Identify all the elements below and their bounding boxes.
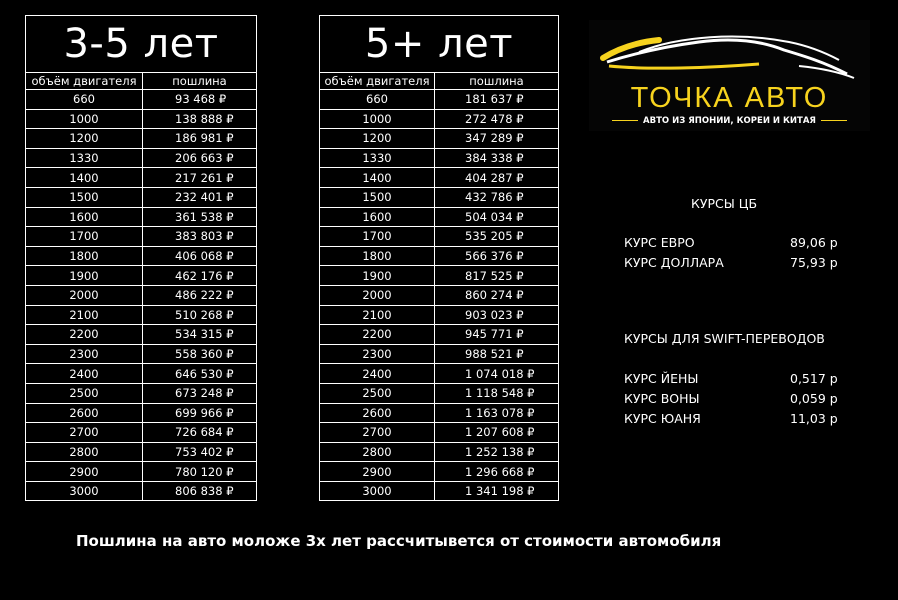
engine-volume-cell: 1000 [26, 109, 143, 129]
table-row [26, 187, 257, 207]
duty-amount-cell: 93 468 ₽ [143, 90, 257, 110]
table-row [26, 462, 257, 482]
engine-volume-cell: 2300 [26, 344, 143, 364]
engine-volume-cell: 2700 [320, 423, 435, 443]
brand-tagline: АВТО ИЗ ЯПОНИИ, КОРЕИ И КИТАЯ [589, 116, 870, 126]
table-row [320, 462, 559, 482]
table-row [320, 207, 559, 227]
engine-volume-cell: 2500 [26, 383, 143, 403]
engine-volume-cell: 1500 [320, 187, 435, 207]
duty-amount-cell: 753 402 ₽ [143, 442, 257, 462]
engine-volume-cell: 2600 [320, 403, 435, 423]
engine-volume-cell: 660 [320, 90, 435, 110]
duty-amount-cell: 486 222 ₽ [143, 285, 257, 305]
engine-volume-cell: 1700 [26, 227, 143, 247]
duty-amount-cell: 566 376 ₽ [435, 246, 559, 266]
table-row [320, 423, 559, 443]
table-row [26, 305, 257, 325]
engine-volume-cell: 2500 [320, 383, 435, 403]
column-header-duty: пошлина [435, 73, 559, 90]
engine-volume-cell: 1400 [26, 168, 143, 188]
engine-volume-cell: 1800 [26, 246, 143, 266]
duty-amount-cell: 806 838 ₽ [143, 481, 257, 501]
table-row [320, 344, 559, 364]
table-row [26, 344, 257, 364]
duty-amount-cell: 462 176 ₽ [143, 266, 257, 286]
engine-volume-cell: 2800 [320, 442, 435, 462]
rate-value: 75,93 р [790, 255, 838, 270]
column-header-engine: объём двигателя [26, 73, 143, 90]
duty-amount-cell: 504 034 ₽ [435, 207, 559, 227]
duty-amount-cell: 510 268 ₽ [143, 305, 257, 325]
duty-amount-cell: 534 315 ₽ [143, 325, 257, 345]
table-row [26, 442, 257, 462]
table-row [320, 285, 559, 305]
brand-name: ТОЧКА АВТО [630, 82, 829, 114]
engine-volume-cell: 1600 [320, 207, 435, 227]
engine-volume-cell: 2800 [26, 442, 143, 462]
table-body [320, 90, 559, 501]
duty-amount-cell: 535 205 ₽ [435, 227, 559, 247]
table-row [26, 207, 257, 227]
table-row [26, 148, 257, 168]
engine-volume-cell: 2100 [320, 305, 435, 325]
engine-volume-cell: 1000 [320, 109, 435, 129]
duty-amount-cell: 232 401 ₽ [143, 187, 257, 207]
table-row [26, 325, 257, 345]
table-row [26, 227, 257, 247]
table-row [320, 129, 559, 149]
rate-label: КУРС ЕВРО [624, 235, 695, 250]
engine-volume-cell: 2900 [26, 462, 143, 482]
duty-amount-cell: 406 068 ₽ [143, 246, 257, 266]
table-row [320, 246, 559, 266]
engine-volume-cell: 1800 [320, 246, 435, 266]
duty-amount-cell: 206 663 ₽ [143, 148, 257, 168]
duty-amount-cell: 945 771 ₽ [435, 325, 559, 345]
engine-volume-cell: 1700 [320, 227, 435, 247]
table-row [320, 305, 559, 325]
table-row [26, 403, 257, 423]
table-row [320, 383, 559, 403]
duty-amount-cell: 558 360 ₽ [143, 344, 257, 364]
engine-volume-cell: 3000 [26, 481, 143, 501]
duty-amount-cell: 646 530 ₽ [143, 364, 257, 384]
table-row [26, 90, 257, 110]
table-row [320, 90, 559, 110]
engine-volume-cell: 2700 [26, 423, 143, 443]
column-header-engine: объём двигателя [320, 73, 435, 90]
duty-amount-cell: 1 074 018 ₽ [435, 364, 559, 384]
engine-volume-cell: 2200 [320, 325, 435, 345]
rate-label: КУРС ЮАНЯ [624, 411, 701, 426]
duty-amount-cell: 1 296 668 ₽ [435, 462, 559, 482]
table-row [320, 364, 559, 384]
engine-volume-cell: 2600 [26, 403, 143, 423]
cb-rates-heading: КУРСЫ ЦБ [691, 196, 758, 211]
duty-amount-cell: 860 274 ₽ [435, 285, 559, 305]
duty-amount-cell: 1 341 198 ₽ [435, 481, 559, 501]
table-row [26, 364, 257, 384]
duty-amount-cell: 361 538 ₽ [143, 207, 257, 227]
duty-amount-cell: 347 289 ₽ [435, 129, 559, 149]
engine-volume-cell: 1900 [320, 266, 435, 286]
table-row [320, 325, 559, 345]
rate-value: 0,517 р [790, 371, 838, 386]
rate-label: КУРС ВОНЫ [624, 391, 700, 406]
footer-note: Пошлина на авто моложе 3х лет рассчитывется от стоимости автомобиля [76, 532, 722, 550]
table-title: 5+ лет [320, 16, 559, 73]
engine-volume-cell: 1200 [320, 129, 435, 149]
engine-volume-cell: 2400 [26, 364, 143, 384]
engine-volume-cell: 1200 [26, 129, 143, 149]
table-row [26, 129, 257, 149]
table-title: 3-5 лет [26, 16, 257, 73]
duty-amount-cell: 780 120 ₽ [143, 462, 257, 482]
table-row [26, 246, 257, 266]
table-row [320, 168, 559, 188]
duty-amount-cell: 988 521 ₽ [435, 344, 559, 364]
rate-value: 89,06 р [790, 235, 838, 250]
rate-value: 11,03 р [790, 411, 838, 426]
engine-volume-cell: 1330 [26, 148, 143, 168]
rate-label: КУРС ЙЕНЫ [624, 371, 699, 386]
duty-table-5-plus-years [319, 15, 559, 501]
table-row [26, 285, 257, 305]
duty-amount-cell: 383 803 ₽ [143, 227, 257, 247]
car-silhouette-icon [599, 30, 860, 85]
rate-value: 0,059 р [790, 391, 838, 406]
table-row [320, 481, 559, 501]
engine-volume-cell: 2200 [26, 325, 143, 345]
table-body [26, 90, 257, 501]
engine-volume-cell: 2300 [320, 344, 435, 364]
duty-amount-cell: 1 118 548 ₽ [435, 383, 559, 403]
duty-amount-cell: 1 207 608 ₽ [435, 423, 559, 443]
duty-amount-cell: 817 525 ₽ [435, 266, 559, 286]
engine-volume-cell: 1600 [26, 207, 143, 227]
duty-amount-cell: 272 478 ₽ [435, 109, 559, 129]
duty-amount-cell: 432 786 ₽ [435, 187, 559, 207]
duty-amount-cell: 673 248 ₽ [143, 383, 257, 403]
engine-volume-cell: 2400 [320, 364, 435, 384]
table-row [320, 266, 559, 286]
table-row [26, 168, 257, 188]
table-row [320, 109, 559, 129]
duty-amount-cell: 384 338 ₽ [435, 148, 559, 168]
engine-volume-cell: 2000 [26, 285, 143, 305]
duty-amount-cell: 138 888 ₽ [143, 109, 257, 129]
table-row [26, 109, 257, 129]
table-row [26, 383, 257, 403]
duty-amount-cell: 404 287 ₽ [435, 168, 559, 188]
duty-amount-cell: 1 252 138 ₽ [435, 442, 559, 462]
engine-volume-cell: 1330 [320, 148, 435, 168]
duty-amount-cell: 186 981 ₽ [143, 129, 257, 149]
table-row [320, 187, 559, 207]
rate-label: КУРС ДОЛЛАРА [624, 255, 724, 270]
duty-table-3-5-years [25, 15, 257, 501]
engine-volume-cell: 2100 [26, 305, 143, 325]
swift-rates-heading: КУРСЫ ДЛЯ SWIFT-ПЕРЕВОДОВ [624, 331, 825, 346]
duty-amount-cell: 903 023 ₽ [435, 305, 559, 325]
table-row [320, 227, 559, 247]
table-row [26, 481, 257, 501]
duty-amount-cell: 699 966 ₽ [143, 403, 257, 423]
engine-volume-cell: 2000 [320, 285, 435, 305]
table-row [320, 403, 559, 423]
duty-amount-cell: 726 684 ₽ [143, 423, 257, 443]
table-row [320, 148, 559, 168]
engine-volume-cell: 1400 [320, 168, 435, 188]
brand-logo [589, 20, 870, 131]
duty-amount-cell: 1 163 078 ₽ [435, 403, 559, 423]
column-header-duty: пошлина [143, 73, 257, 90]
duty-amount-cell: 181 637 ₽ [435, 90, 559, 110]
engine-volume-cell: 1500 [26, 187, 143, 207]
engine-volume-cell: 660 [26, 90, 143, 110]
table-row [320, 442, 559, 462]
engine-volume-cell: 2900 [320, 462, 435, 482]
engine-volume-cell: 1900 [26, 266, 143, 286]
duty-amount-cell: 217 261 ₽ [143, 168, 257, 188]
table-row [26, 423, 257, 443]
engine-volume-cell: 3000 [320, 481, 435, 501]
table-row [26, 266, 257, 286]
